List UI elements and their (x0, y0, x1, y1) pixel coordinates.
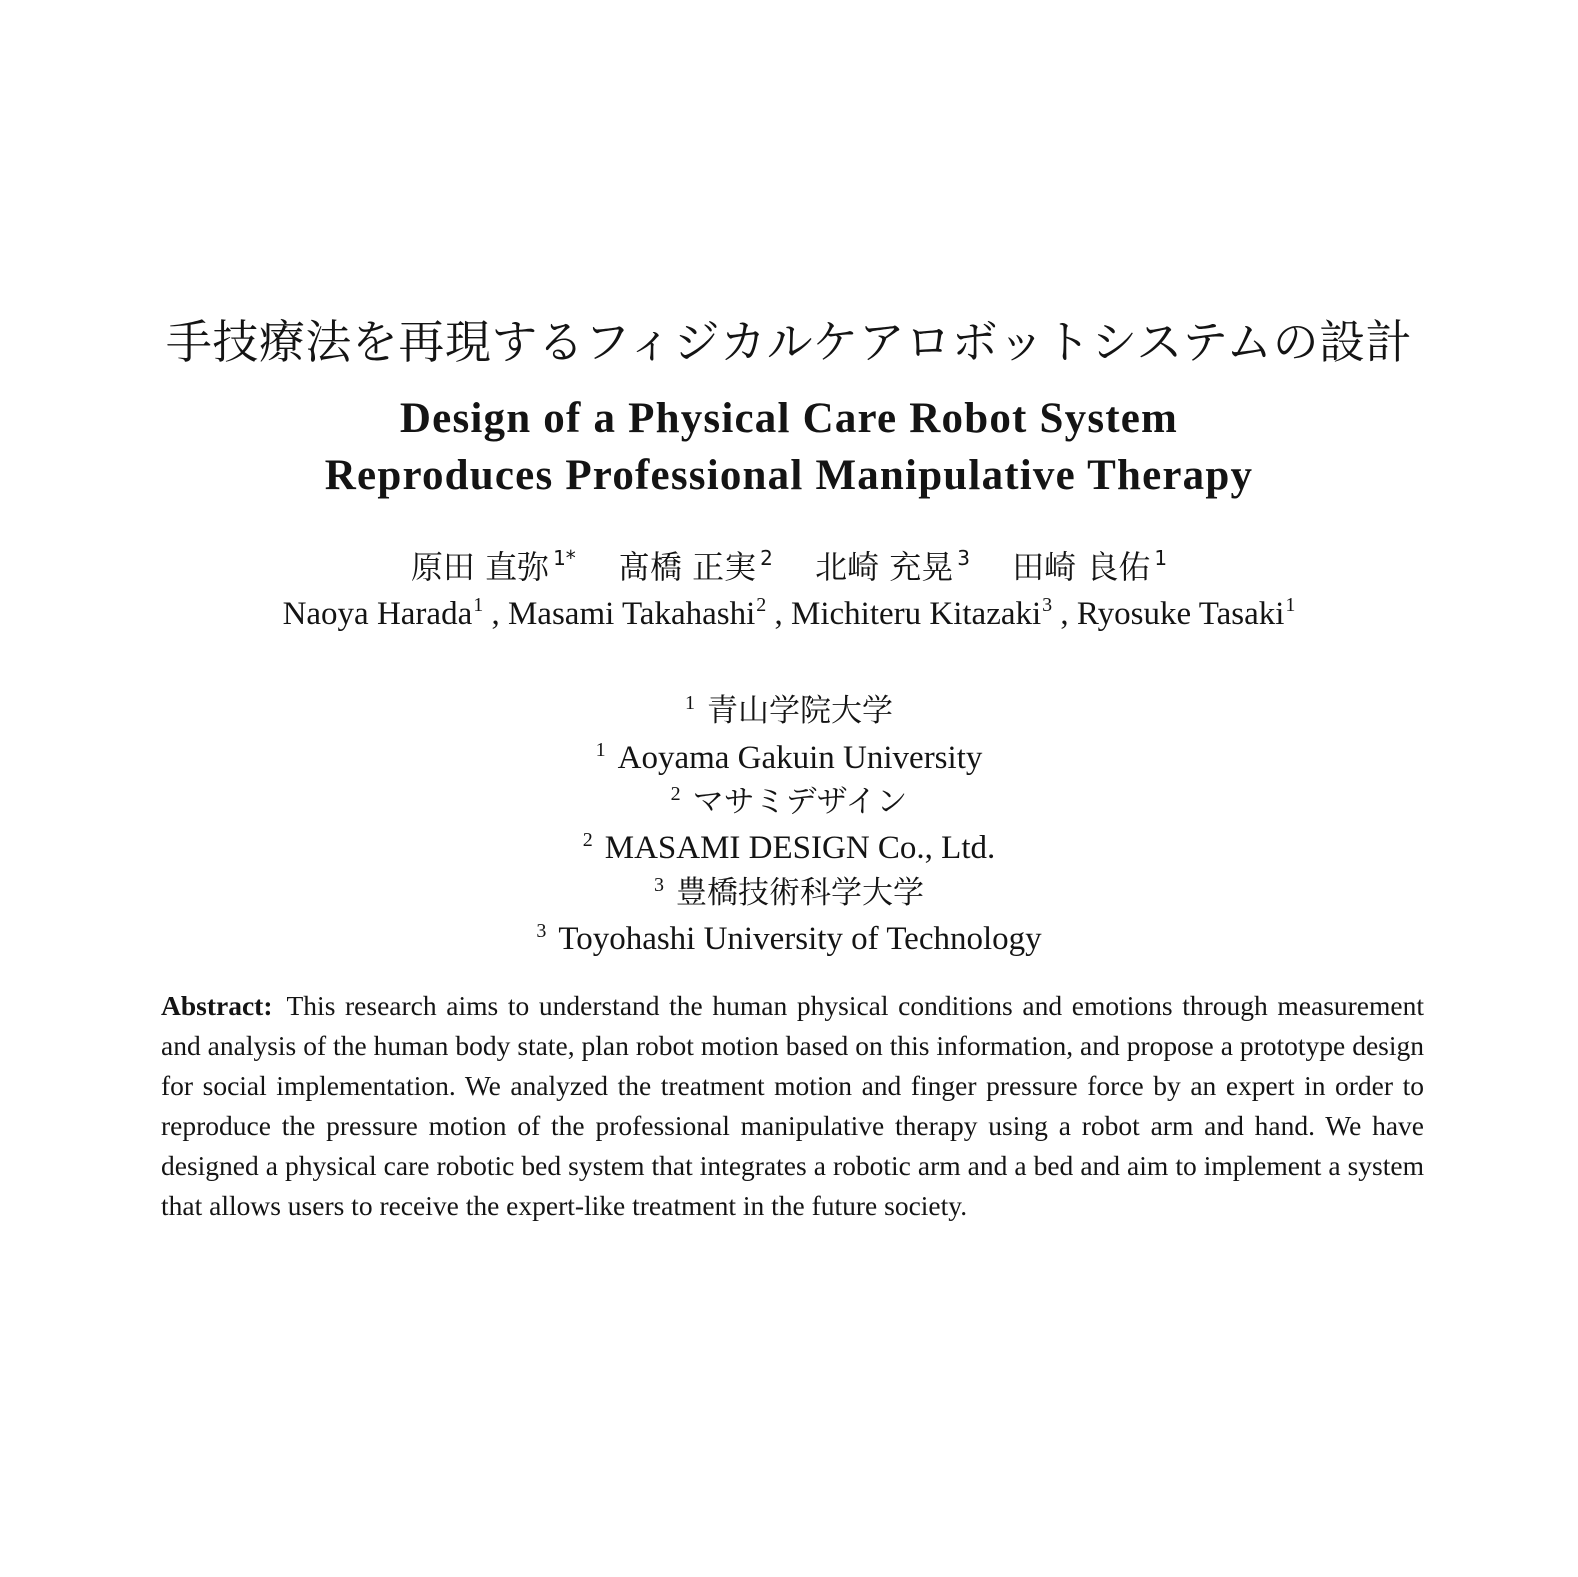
author-ja (411, 545, 576, 589)
title-japanese: 手技療法を再現するフィジカルケアロボットシステムの設計 (165, 315, 1413, 369)
affiliation-2-japanese (0, 772, 1578, 824)
affiliation-3-japanese (0, 863, 1578, 915)
affiliation-3-english (0, 909, 1578, 961)
affiliation-name: 青山学院大学 (707, 693, 893, 729)
author-separator: , (766, 596, 791, 632)
abstract-label: Abstract: (161, 990, 273, 1021)
affiliation-number: 3 (536, 920, 547, 942)
author-en (791, 596, 1077, 632)
affiliation-name: Aoyama Gakuin University (617, 740, 983, 776)
authors-japanese (0, 545, 1578, 589)
affiliation-number: 3 (654, 874, 664, 896)
affiliation-number: 1 (685, 692, 695, 714)
affiliation-number: 2 (582, 829, 593, 851)
author-en (1077, 596, 1296, 632)
author-affiliation-mark: 3 (957, 546, 970, 570)
author-name: Masami Takahashi (507, 596, 756, 632)
author-affiliation-mark: 2 (756, 594, 767, 616)
author-en (508, 596, 791, 632)
affiliation-name: MASAMI DESIGN Co., Ltd. (604, 830, 996, 866)
author-affiliation-mark: 2 (760, 546, 773, 570)
author-affiliation-mark: 3 (1042, 594, 1053, 616)
affiliation-name: Toyohashi University of Technology (558, 921, 1042, 957)
author-affiliation-mark: 1 (1285, 594, 1296, 616)
abstract-text: This research aims to understand the human physical conditions and emotions through measurement and analysis of the human body state, plan robot motion based on this information, and propose a prototype design for social implementation. We analyzed the treatment motion and finger pressure force by an expert in order to reproduce the pressure motion of the professional manipulative therapy using a robot arm and hand. We have designed a physical care robotic bed system that integrates a robotic arm and a bed and aim to implement a system that allows users to receive the expert-like treatment in the future society. (161, 990, 1424, 1221)
affiliation-number: 2 (670, 783, 681, 805)
author-separator: , (1052, 596, 1077, 632)
author-affiliation-mark: 1 (1154, 546, 1168, 570)
author-name: 原田 直弥 (410, 548, 550, 586)
title-english-line-1: Design of a Physical Care Robot System (399, 395, 1179, 442)
author-ja (1012, 545, 1167, 589)
author-name: 髙橋 正実 (617, 548, 757, 586)
author-en (283, 596, 508, 632)
author-ja (618, 545, 773, 589)
author-name: Naoya Harada (282, 596, 473, 632)
author-name: 北崎 充晃 (815, 548, 954, 586)
abstract (161, 986, 1424, 1226)
author-affiliation-mark: 1 (473, 594, 484, 616)
author-ja (815, 545, 970, 589)
affiliation-name: マサミデザイン (692, 784, 908, 820)
affiliation-name: 豊橋技術科学大学 (676, 875, 924, 911)
author-affiliation-mark: 1* (553, 546, 576, 570)
author-name: 田崎 良佑 (1012, 548, 1151, 586)
author-name: Michiteru Kitazaki (791, 596, 1042, 632)
authors-english (0, 592, 1578, 636)
author-name: Ryosuke Tasaki (1076, 596, 1285, 632)
affiliation-number: 1 (595, 739, 606, 761)
title-english-line-2: Reproduces Professional Manipulative Therapy (324, 452, 1254, 499)
affiliation-1-japanese (0, 681, 1578, 733)
author-separator: , (483, 596, 508, 632)
